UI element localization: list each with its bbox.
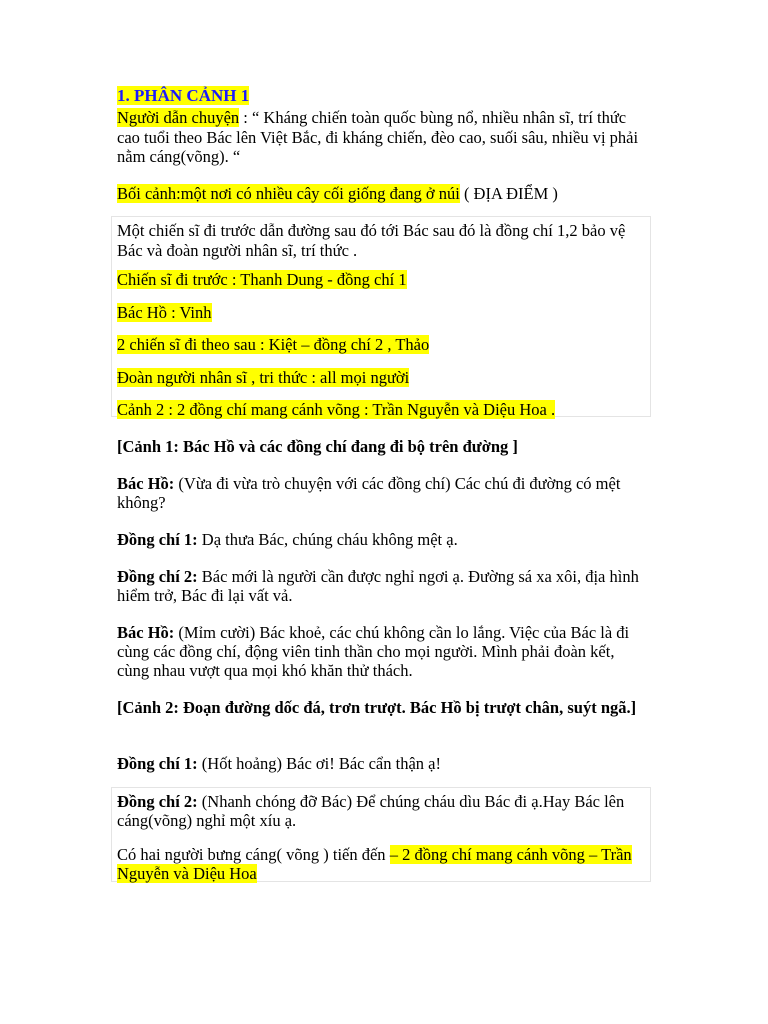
- dialogue-text: (Hốt hoảng) Bác ơi! Bác cẩn thận ạ!: [197, 754, 441, 773]
- dialogue-text: (Vừa đi vừa trò chuyện với các đồng chí) Các chú đi đường có mệt không?: [117, 474, 621, 512]
- speaker: Đồng chí 2:: [117, 792, 198, 811]
- cast-intro: Một chiến sĩ đi trước dẫn đường sau đó tới Bác sau đó là đồng chí 1,2 bảo vệ Bác và đoàn người nhân sĩ, trí thức .: [117, 221, 626, 260]
- speaker: Đồng chí 1:: [117, 530, 198, 549]
- context-paragraph: [117, 184, 677, 203]
- dialogue-line: [117, 567, 647, 605]
- speaker: Bác Hồ:: [117, 623, 175, 642]
- dialogue-line: [117, 792, 647, 830]
- dialogue-text: (Mỉm cười) Bác khoẻ, các chú không cần lo lắng. Việc của Bác là đi cùng các đồng chí, động viên tinh thần cho mọi người. Mình phải đoàn kết, cùng nhau vượt qua mọi khó khăn thử thách.: [117, 623, 630, 680]
- dialogue-text: Bác mới là người cần được nghỉ ngơi ạ. Đường sá xa xôi, địa hình hiểm trở, Bác đi lại vất vả.: [117, 567, 639, 605]
- stage-highlight: – 2 đồng chí mang cánh võng – Trần Nguyễn và Diệu Hoa: [117, 845, 632, 883]
- cast-role: Cảnh 2 : 2 đồng chí mang cánh võng : Trần Nguyễn và Diệu Hoa .: [117, 400, 556, 419]
- dialogue-line: [117, 530, 647, 549]
- scene2-title: [Cảnh 2: Đoạn đường dốc đá, trơn trượt. Bác Hồ bị trượt chân, suýt ngã.]: [117, 698, 637, 717]
- dialogue-line: [117, 754, 647, 773]
- cast-role: Bác Hồ : Vinh: [117, 303, 212, 322]
- speaker: Đồng chí 2:: [117, 567, 198, 586]
- stage-direction: [117, 845, 647, 883]
- dialogue-line: [117, 474, 647, 512]
- narrator-paragraph: [117, 108, 647, 167]
- page-title: 1. PHÂN CẢNH 1: [117, 86, 250, 105]
- cast-role: Chiến sĩ đi trước : Thanh Dung - đồng chí 1: [117, 270, 407, 289]
- speaker: Đồng chí 1:: [117, 754, 198, 773]
- narrator-text: : “ Kháng chiến toàn quốc bùng nổ, nhiều nhân sĩ, trí thức cao tuổi theo Bác lên Việt Bắc, đi kháng chiến, đèo cao, suối sâu, nhiều vị phải nằm cáng(võng). “: [117, 108, 639, 166]
- dialogue-line: [117, 623, 647, 680]
- dialogue-text: (Nhanh chóng đỡ Bác) Để chúng cháu dìu Bác đi ạ.Hay Bác lên cáng(võng) nghỉ một xíu ạ.: [117, 792, 625, 830]
- scene1-title: [Cảnh 1: Bác Hồ và các đồng chí đang đi bộ trên đường ]: [117, 437, 518, 456]
- cast-role: Đoàn người nhân sĩ , tri thức : all mọi người: [117, 368, 410, 387]
- dialogue-text: Dạ thưa Bác, chúng cháu không mệt ạ.: [197, 530, 458, 549]
- stage-text: Có hai người bưng cáng( võng ) tiến đến: [117, 845, 390, 864]
- speaker: Bác Hồ:: [117, 474, 175, 493]
- cast-role: 2 chiến sĩ đi theo sau : Kiệt – đồng chí 2 , Thảo: [117, 335, 430, 354]
- narrator-label: Người dẫn chuyện: [117, 108, 240, 127]
- context-label: Bối cảnh:một nơi có nhiều cây cối giống đang ở núi: [117, 184, 460, 203]
- context-text: ( ĐỊA ĐIỂM ): [459, 184, 558, 203]
